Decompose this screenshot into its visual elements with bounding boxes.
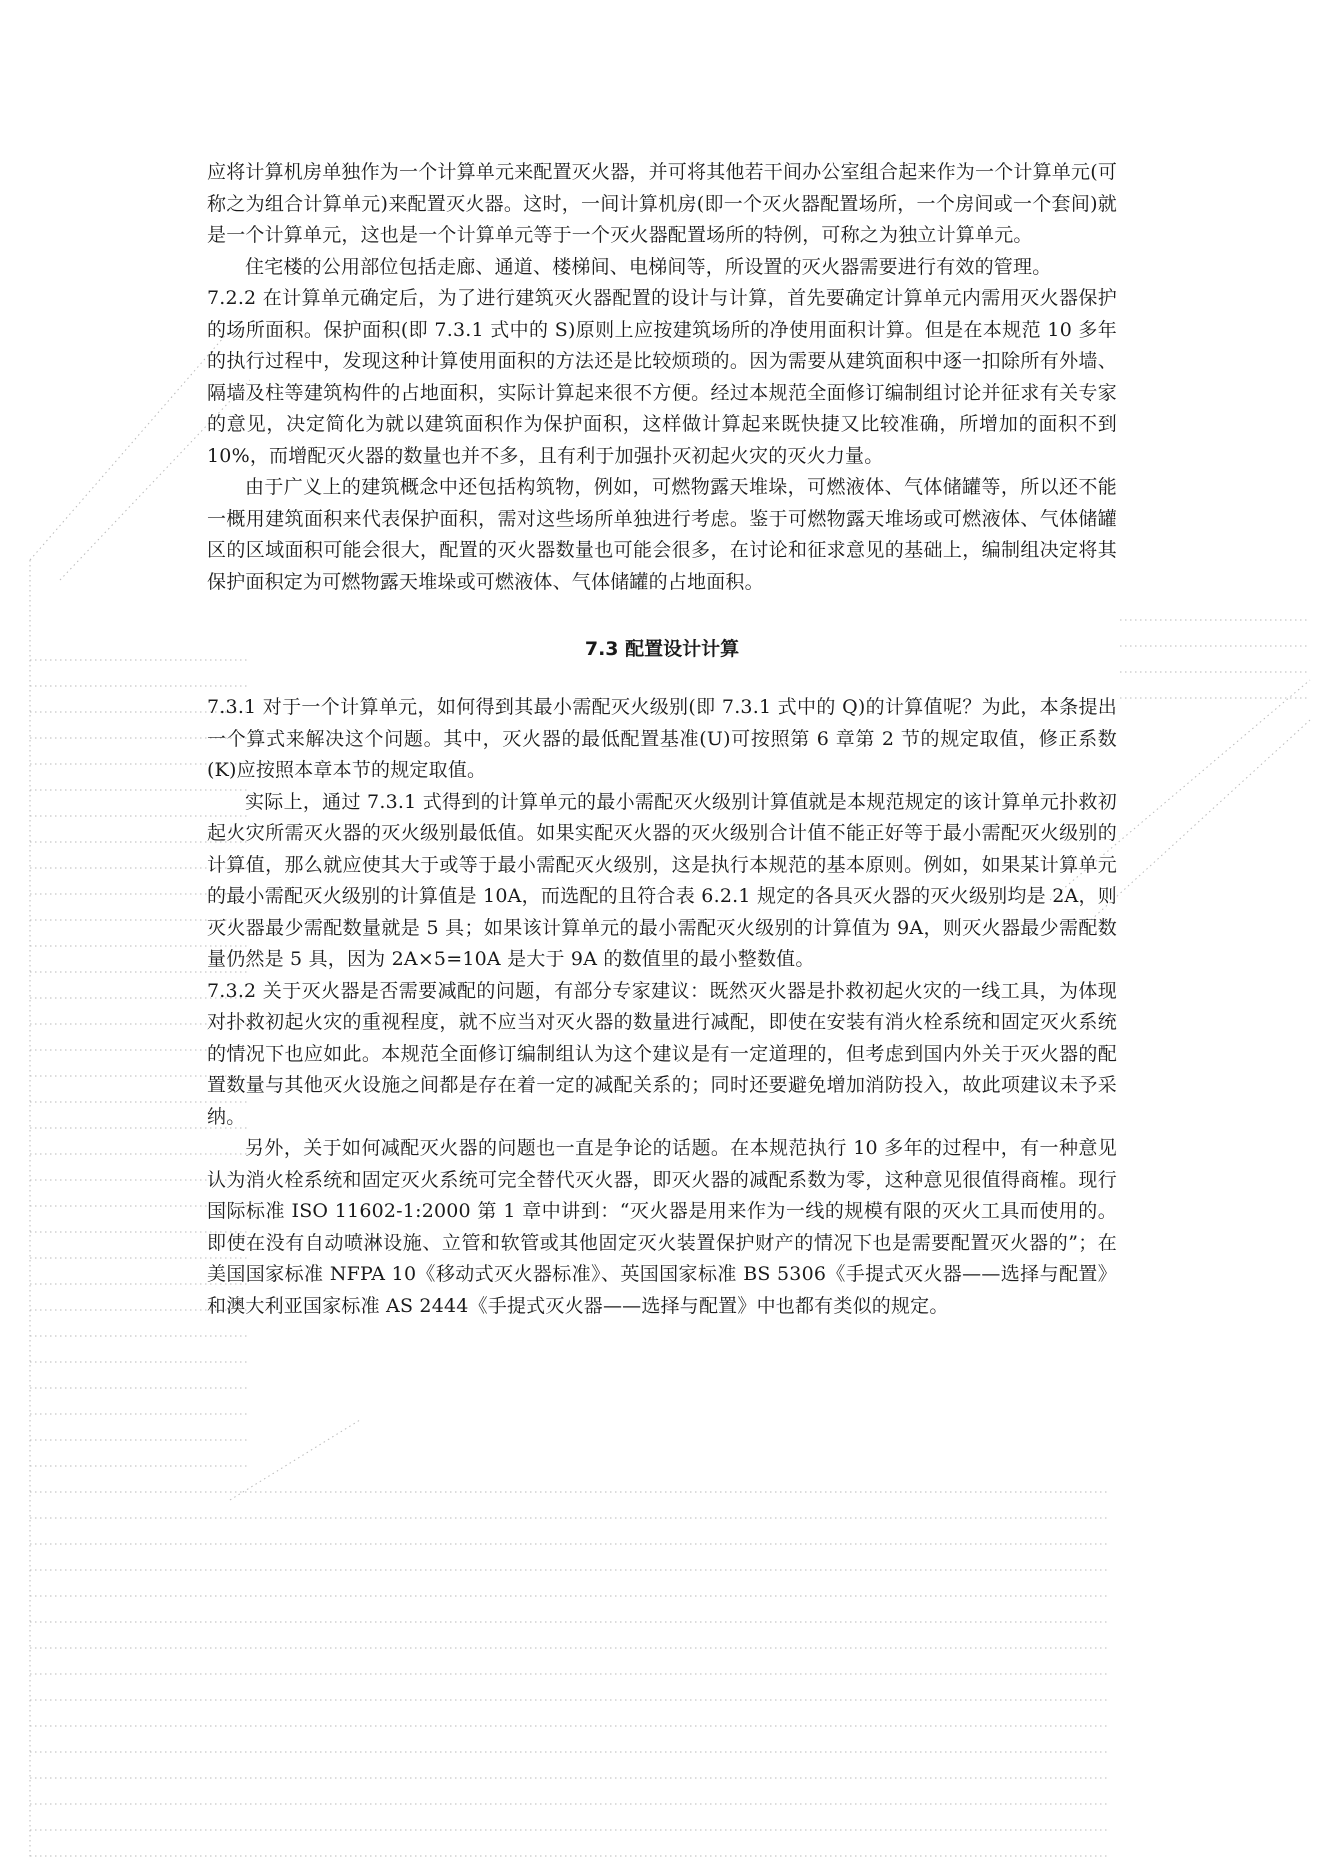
section-title: 7.3 配置设计计算 (584, 638, 740, 660)
paragraph-clause-7-3-1: 7.3.1 对于一个计算单元，如何得到其最小需配灭火级别(即 7.3.1 式中的 Q)的计算值呢？为此，本条提出一个算式来解决这个问题。其中，灭火器的最低配置基准(U)可按照第 6 章第 2 节的规定取值，修正系数(K)应按照本章本节的规定取值。 (207, 696, 1117, 781)
paragraph-reduction-debate: 另外，关于如何减配灭火器的问题也一直是争论的话题。在本规范执行 10 多年的过程中，有一种意见认为消火栓系统和固定灭火系统可完全替代灭火器，即灭火器的减配系数为零，这种意见很值得商榷。现行国际标准 ISO 11602-1:2000 第 1 章中讲到：“灭火器是用来作为一线的规模有限的灭火工具而使用的。即使在没有自动喷淋设施、立管和软管或其他固定灭火装置保护财产的情况下也是需要配置灭火器的”；在美国国家标准 NFPA 10《移动式灭火器标准》、英国国家标准 BS 5306《手提式灭火器——选择与配置》和澳大利亚国家标准 AS 2444《手提式灭火器——选择与配置》中也都有类似的规定。 (207, 1137, 1117, 1317)
dotted-diagonal (230, 1420, 360, 1500)
dotted-diagonal (30, 330, 230, 560)
paragraph-minimum-rating-example: 实际上，通过 7.3.1 式得到的计算单元的最小需配灭火级别计算值就是本规范规定的该计算单元扑救初起火灾所需灭火器的灭火级别最低值。如果实配灭火器的灭火级别合计值不能正好等于最小需配灭火级别的计算值，那么就应使其大于或等于最小需配灭火级别，这是执行本规范的基本原则。例如，如果某计算单元的最小需配灭火级别的计算值是 10A，而选配的且符合表 6.2.1 规定的各具灭火器的灭火级别均是 2A，则灭火器最少需配数量就是 5 具；如果该计算单元的最小需配灭火级别的计算值为 9A，则灭火器最少需配数量仍然是 5 具，因为 2A×5=10A 是大于 9A 的数值里的最小整数值。 (207, 790, 1117, 970)
paragraph-computer-room-unit: 应将计算机房单独作为一个计算单元来配置灭火器，并可将其他若干间办公室组合起来作为一个计算单元(可称之为组合计算单元)来配置灭火器。这时，一间计算机房(即一个灭火器配置场所，一个房间或一个套间)就是一个计算单元，这也是一个计算单元等于一个灭火器配置场所的特例，可称之为独立计算单元。 (207, 161, 1118, 246)
paragraph-clause-7-3-2: 7.3.2 关于灭火器是否需要减配的问题，有部分专家建议：既然灭火器是扑救初起火灾的一线工具，为体现对扑救初起火灾的重视程度，就不应当对灭火器的数量进行减配，即使在安装有消火栓系统和固定灭火系统的情况下也应如此。本规范全面修订编制组认为这个建议是有一定道理的，但考虑到国内外关于灭火器的配置数量与其他灭火设施之间都是存在着一定的减配关系的；同时还要避免增加消防投入，故此项建议未予采纳。 (207, 979, 1117, 1128)
paragraph-residential-public-areas: 住宅楼的公用部位包括走廊、通道、楼梯间、电梯间等，所设置的灭火器需要进行有效的管理。 (245, 255, 1052, 278)
paragraph-clause-7-2-2: 7.2.2 在计算单元确定后，为了进行建筑灭火器配置的设计与计算，首先要确定计算单元内需用灭火器保护的场所面积。保护面积(即 7.3.1 式中的 S)原则上应按建筑场所的净使用面积计算。但是在本规范 10 多年的执行过程中，发现这种计算使用面积的方法还是比较烦琐的。因为需要从建筑面积中逐一扣除所有外墙、隔墙及柱等建筑构件的占地面积，实际计算起来很不方便。经过本规范全面修订编制组讨论并征求有关专家的意见，决定简化为就以建筑面积作为保护面积，这样做计算起来既快捷又比较准确，所增加的面积不到 10%，而增配灭火器的数量也并不多，且有利于加强扑灭初起火灾的灭火力量。 (207, 287, 1117, 467)
document-body (207, 157, 1117, 1322)
paragraph-structures-area: 由于广义上的建筑概念中还包括构筑物，例如，可燃物露天堆垛，可燃液体、气体储罐等，所以还不能一概用建筑面积来代表保护面积，需对这些场所单独进行考虑。鉴于可燃物露天堆场或可燃液体、气体储罐区的区域面积可能会很大，配置的灭火器数量也可能会很多，在讨论和征求意见的基础上，编制组决定将其保护面积定为可燃物露天堆垛或可燃液体、气体储罐的占地面积。 (207, 476, 1117, 593)
